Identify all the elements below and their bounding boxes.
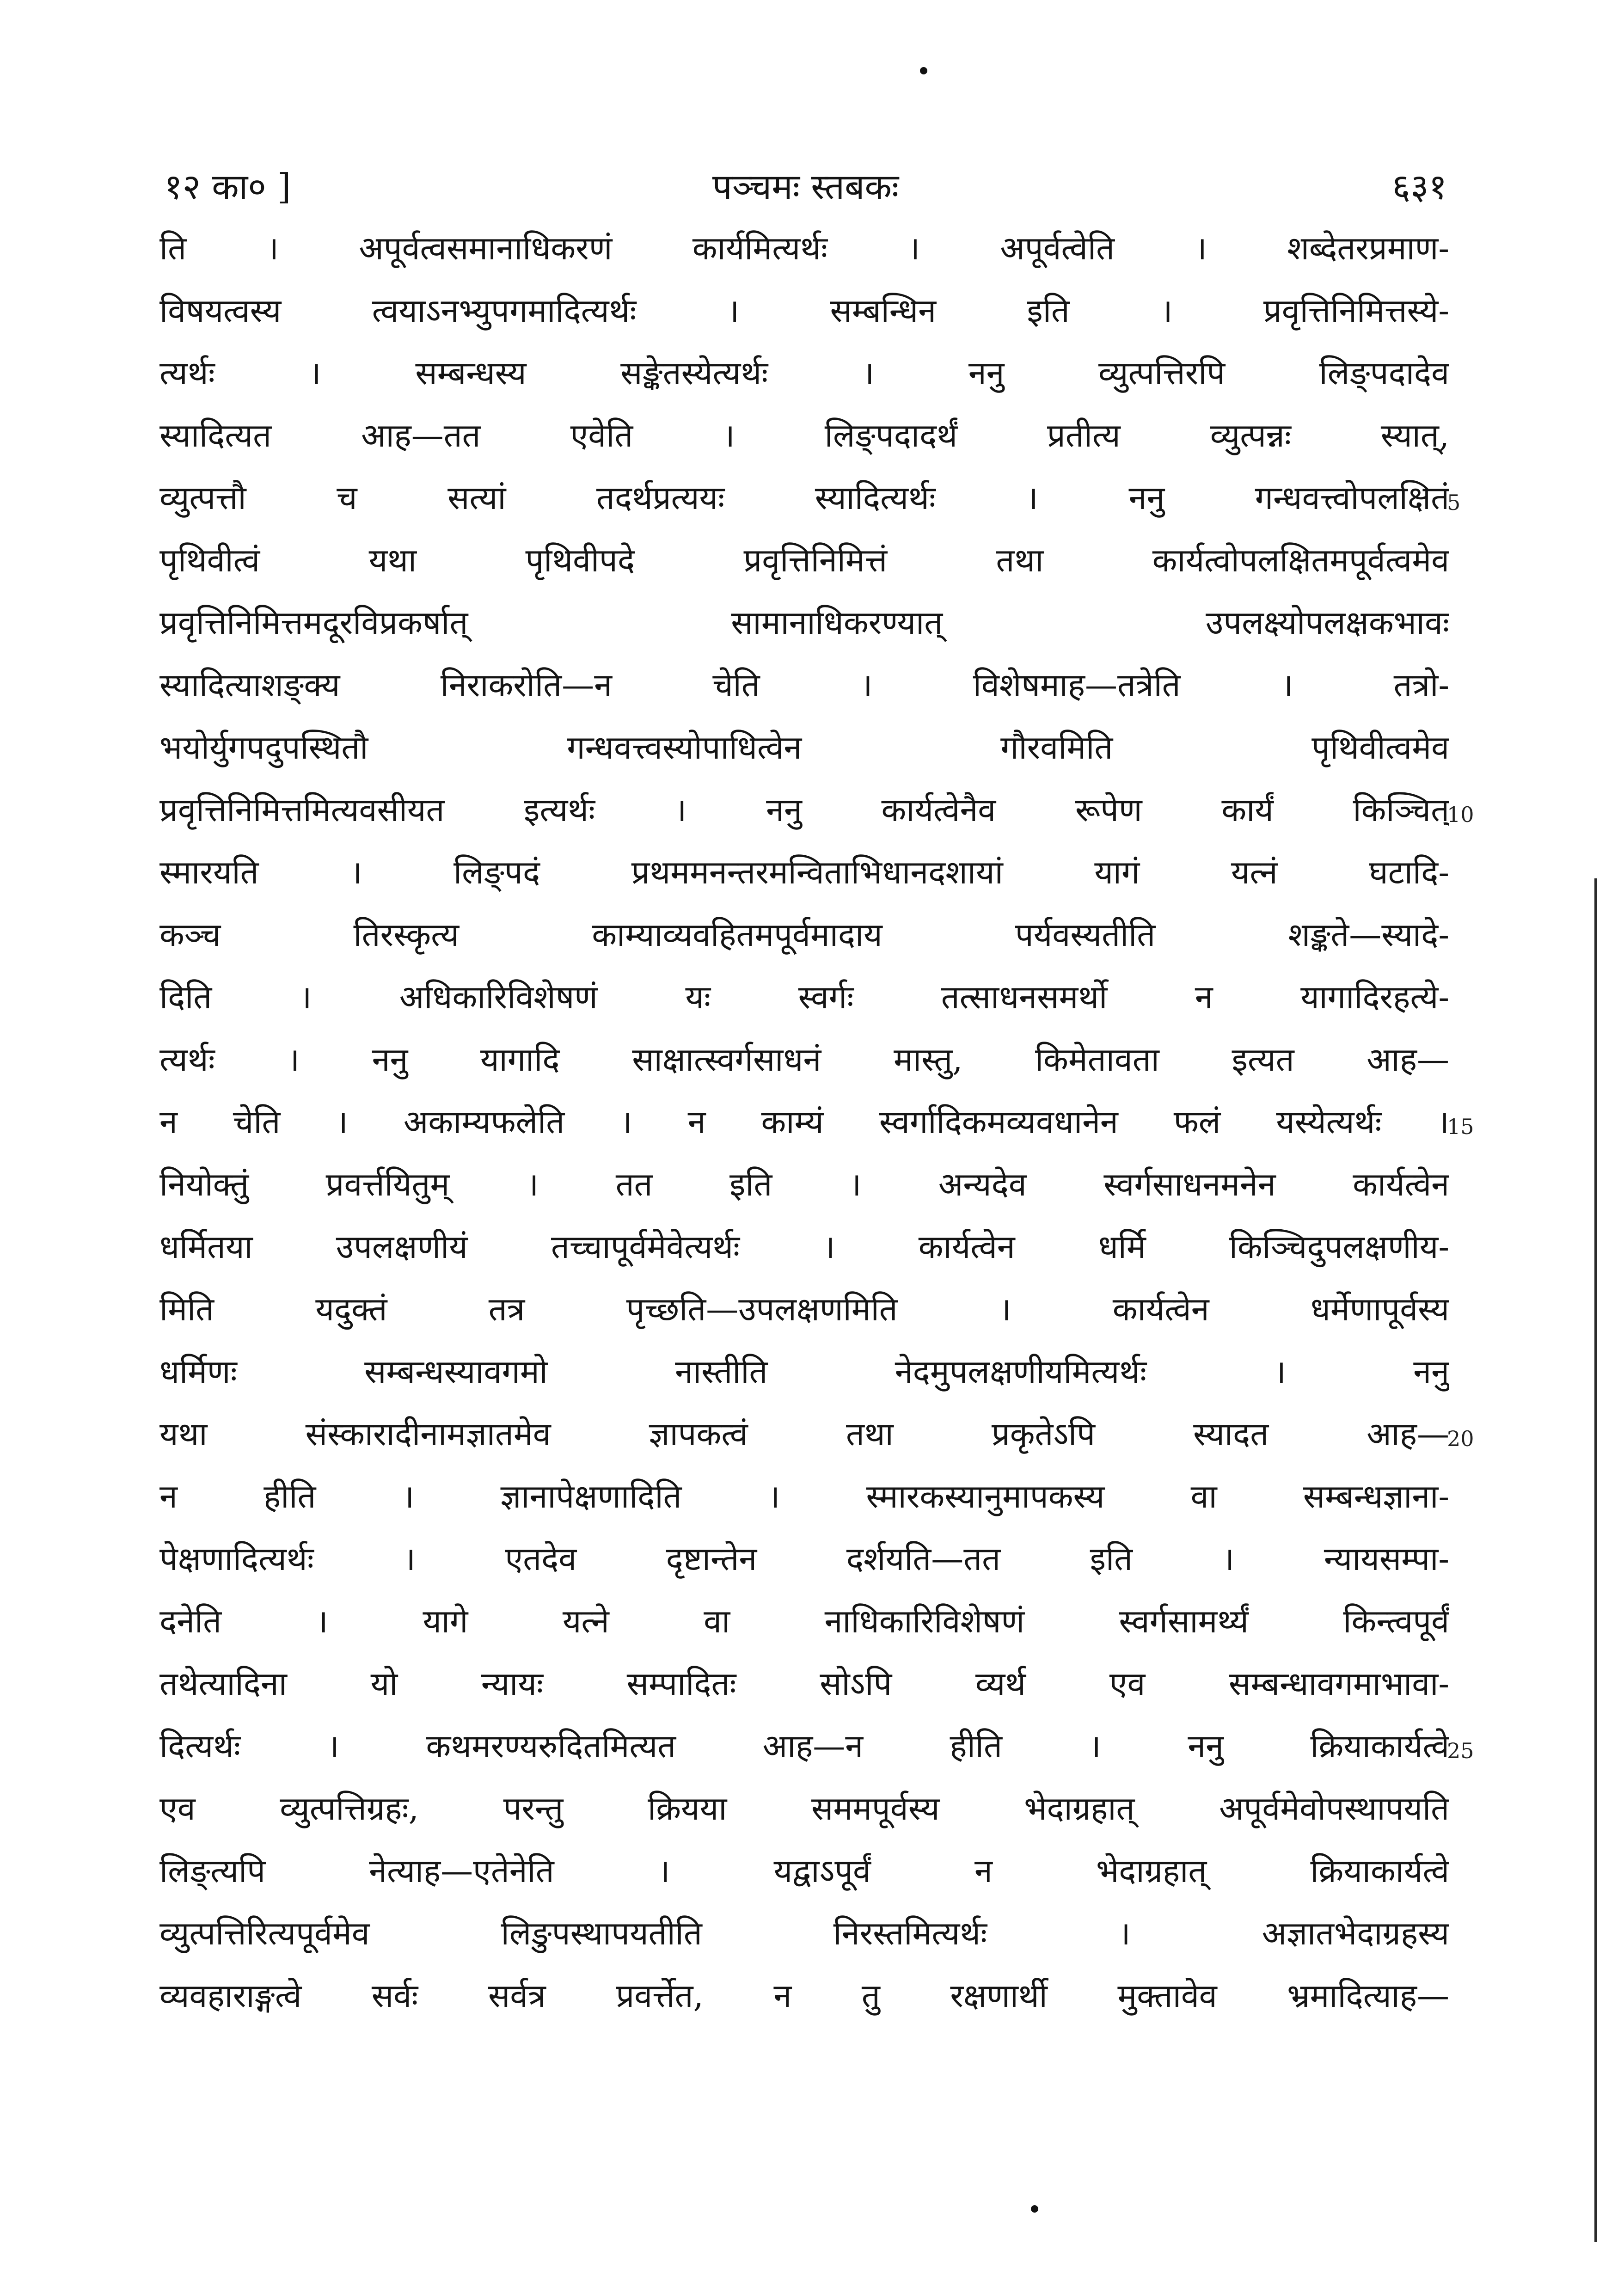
text-line: स्यादित्याशङ्क्य निराकरोति—न चेति । विशेषमाह—तत्रेति । तत्रो- xyxy=(159,666,1449,704)
text-line: न हीति । ज्ञानापेक्षणादिति । स्मारकस्यानुमापकस्य वा सम्बन्धज्ञाना- xyxy=(159,1478,1449,1515)
text-line: दनेति । यागे यत्ने वा नाधिकारिविशेषणं स्वर्गसामर्थ्यं किन्त्वपूर्वं xyxy=(159,1602,1449,1640)
commentary-text xyxy=(159,217,1449,2027)
text-line: न चेति । अकाम्यफलेति । न काम्यं स्वर्गादिकमव्यवधानेन फलं यस्येत्यर्थः । xyxy=(159,1103,1449,1141)
text-line: व्यवहाराङ्गत्वे सर्वः सर्वत्र प्रवर्त्तेत, न तु रक्षणार्थी मुक्तावेव भ्रमादित्याह— xyxy=(159,1977,1449,2015)
text-line: विषयत्वस्य त्वयाऽनभ्युपगमादित्यर्थः । सम्बन्धिन इति । प्रवृत्तिनिमित्तस्ये- xyxy=(159,292,1449,330)
text-line: दिति । अधिकारिविशेषणं यः स्वर्गः तत्साधनसमर्थो न यागादिरहत्ये- xyxy=(159,978,1449,1016)
text-line: त्यर्थः । सम्बन्धस्य सङ्केतस्येत्यर्थः । ननु व्युत्पत्तिरपि लिङ्पदादेव xyxy=(159,354,1449,392)
text-line: नियोक्तुं प्रवर्त्तयितुम् । तत इति । अन्यदेव स्वर्गसाधनमनेन कार्यत्वेन xyxy=(159,1165,1449,1203)
text-line: पेक्षणादित्यर्थः । एतदेव दृष्टान्तेन दर्शयति—तत इति । न्यायसम्पा- xyxy=(159,1540,1449,1578)
chapter-title: पञ्चमः स्तबकः xyxy=(712,166,899,207)
running-header xyxy=(164,153,1447,217)
text-line: कञ्च तिरस्कृत्य काम्याव्यवहितमपूर्वमादाय पर्यवस्यतीति शङ्कते—स्यादे- xyxy=(159,916,1449,954)
page-edge-rule xyxy=(1594,878,1597,2242)
top-speck xyxy=(920,67,927,74)
page-number: ६३१ xyxy=(1392,166,1447,207)
bottom-speck xyxy=(1031,2205,1038,2213)
margin-line-number: 25 xyxy=(1447,1738,1474,1763)
margin-line-number: 10 xyxy=(1447,802,1474,827)
text-line: व्युत्पत्तिरित्यपूर्वमेव लिङुपस्थापयतीति निरस्तमित्यर्थः । अज्ञातभेदाग्रहस्य xyxy=(159,1914,1449,1952)
text-line: एव व्युत्पत्तिग्रहः, परन्तु क्रियया सममपूर्वस्य भेदाग्रहात् अपूर्वमेवोपस्थापयति xyxy=(159,1790,1449,1827)
text-line: धर्मिणः सम्बन्धस्यावगमो नास्तीति नेदमुपलक्षणीयमित्यर्थः । ननु xyxy=(159,1353,1449,1391)
text-line: प्रवृत्तिनिमित्तमदूरविप्रकर्षात् सामानाधिकरण्यात् उपलक्ष्योपलक्षकभावः xyxy=(159,604,1449,642)
text-line: मिति यदुक्तं तत्र पृच्छति—उपलक्षणमिति । कार्यत्वेन धर्मेणापूर्वस्य xyxy=(159,1290,1449,1328)
margin-line-number: 20 xyxy=(1447,1426,1474,1451)
text-line: भयोर्युगपदुपस्थितौ गन्धवत्त्वस्योपाधित्वेन गौरवमिति पृथिवीत्वमेव xyxy=(159,729,1449,767)
text-line: स्मारयति । लिङ्पदं प्रथममनन्तरमन्विताभिधानदशायां यागं यत्नं घटादि- xyxy=(159,853,1449,891)
text-line: यथा संस्कारादीनामज्ञातमेव ज्ञापकत्वं तथा प्रकृतेऽपि स्यादत आह— xyxy=(159,1415,1449,1453)
section-reference: १२ का० ] xyxy=(164,166,291,207)
text-line: प्रवृत्तिनिमित्तमित्यवसीयत इत्यर्थः । ननु कार्यत्वेनैव रूपेण कार्यं किञ्चित् xyxy=(159,791,1449,829)
text-line: त्यर्थः । ननु यागादि साक्षात्स्वर्गसाधनं मास्तु, किमेतावता इत्यत आह— xyxy=(159,1041,1449,1079)
text-line: दित्यर्थः । कथमरण्यरुदितमित्यत आह—न हीति । ननु क्रियाकार्यत्वे xyxy=(159,1727,1449,1765)
text-line: तथेत्यादिना यो न्यायः सम्पादितः सोऽपि व्यर्थ एव सम्बन्धावगमाभावा- xyxy=(159,1665,1449,1703)
text-line: पृथिवीत्वं यथा पृथिवीपदे प्रवृत्तिनिमित्तं तथा कार्यत्वोपलक्षितमपूर्वत्वमेव xyxy=(159,541,1449,579)
text-line: ति । अपूर्वत्वसमानाधिकरणं कार्यमित्यर्थः । अपूर्वत्वेति । शब्देतरप्रमाण- xyxy=(159,229,1449,267)
text-line: व्युत्पत्तौ च सत्यां तदर्थप्रत्ययः स्यादित्यर्थः । ननु गन्धवत्त्वोपलक्षितं xyxy=(159,479,1449,517)
text-line: लिङ्त्यपि नेत्याह—एतेनेति । यद्वाऽपूर्वं न भेदाग्रहात् क्रियाकार्यत्वे xyxy=(159,1852,1449,1890)
text-line: स्यादित्यत आह—तत एवेति । लिङ्पदादर्थं प्रतीत्य व्युत्पन्नः स्यात्, xyxy=(159,417,1449,454)
margin-line-number: 5 xyxy=(1447,490,1461,515)
margin-line-number: 15 xyxy=(1447,1114,1474,1139)
text-line: धर्मितया उपलक्षणीयं तच्चापूर्वमेवेत्यर्थः । कार्यत्वेन धर्मि किञ्चिदुपलक्षणीय- xyxy=(159,1228,1449,1266)
